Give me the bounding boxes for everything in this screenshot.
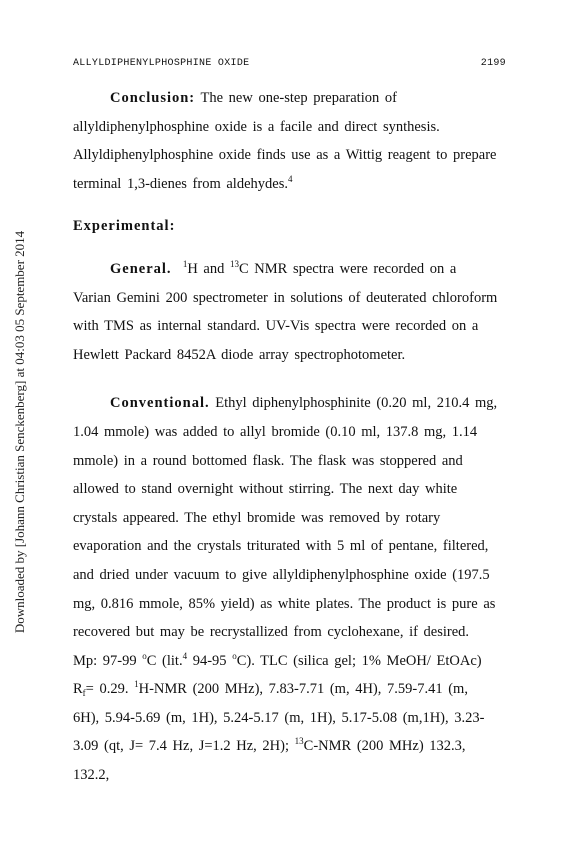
conventional-ref: 4: [182, 650, 188, 661]
conventional-text-d: C). TLC (silica gel; 1% MeOH/ EtOAc) R: [73, 652, 482, 698]
conclusion-text: The new one-step preparation of allyldiphenylphosphine oxide is a facile and direct synthesis. Allyldiphenylphosphine oxide finds use as a Wittig reagent to prepare terminal 1,3-dienes from aldehydes.: [73, 90, 497, 192]
h-nmr-sup: 1: [134, 679, 139, 690]
conclusion-heading: Conclusion:: [110, 90, 196, 106]
c-nmr-sup: 13: [294, 736, 304, 747]
page-number: 2199: [480, 58, 506, 69]
general-text-b: C NMR spectra were recorded on a Varian Gemini 200 spectrometer in solutions of deuterated chloroform with TMS as internal standard. UV-Vis spectra were recorded on a Hewlett Packard 8452A diode array spectrophotometer.: [73, 260, 498, 363]
conventional-text-g: C-NMR (200 MHz) 132.3, 132.2,: [73, 738, 466, 784]
conventional-text-b: C (lit.: [146, 652, 183, 669]
general-heading: General.: [110, 260, 172, 277]
general-sup-h: 1: [182, 258, 188, 269]
conventional-paragraph: [73, 389, 498, 789]
degree-mark-1: o: [142, 650, 147, 661]
conventional-text-e: = 0.29.: [85, 681, 135, 698]
general-text-a: H and: [187, 260, 230, 277]
article-body: [73, 84, 498, 790]
conclusion-ref: 4: [287, 173, 293, 184]
conclusion-paragraph: [73, 84, 498, 198]
general-sup-c: 13: [229, 258, 239, 269]
running-title: ALLYLDIPHENYLPHOSPHINE OXIDE: [73, 58, 250, 69]
experimental-heading: Experimental:: [73, 218, 176, 235]
general-paragraph: [73, 255, 498, 369]
conventional-text-f: H-NMR (200 MHz), 7.83-7.71 (m, 4H), 7.59-7.41 (m, 6H), 5.94-5.69 (m, 1H), 5.24-5.17 (m, 1H), 5.17-5.08 (m,1H), 3.23-3.09 (qt, J= 7.4 Hz, J=1.2 Hz, 2H);: [73, 681, 485, 755]
conventional-heading: Conventional.: [110, 395, 210, 412]
conventional-text-c: 94-95: [187, 652, 233, 669]
rf-subscript: f: [82, 688, 86, 699]
degree-mark-2: o: [232, 650, 237, 661]
download-watermark-text: Downloaded by [Johann Christian Senckenberg] at 04:03 05 September 2014: [12, 230, 27, 634]
conventional-text-a: Ethyl diphenylphosphinite (0.20 ml, 210.4 mg, 1.04 mmole) was added to allyl bromide (0.10 ml, 137.8 mg, 1.14 mmole) in a round bottomed flask. The flask was stoppered and allowed to stand overnight without stirring. The next day white crystals appeared. The ethyl bromide was removed by rotary evaporation and the crystals triturated with 5 ml of pentane, filtered, and dried under vacuum to give allyldiphenylphosphine oxide (197.5 mg, 0.816 mmole, 85% yield) as white plates. The product is pure as recovered but may be recrystallized from cyclohexane, if desired. Mp: 97-99: [73, 395, 498, 669]
